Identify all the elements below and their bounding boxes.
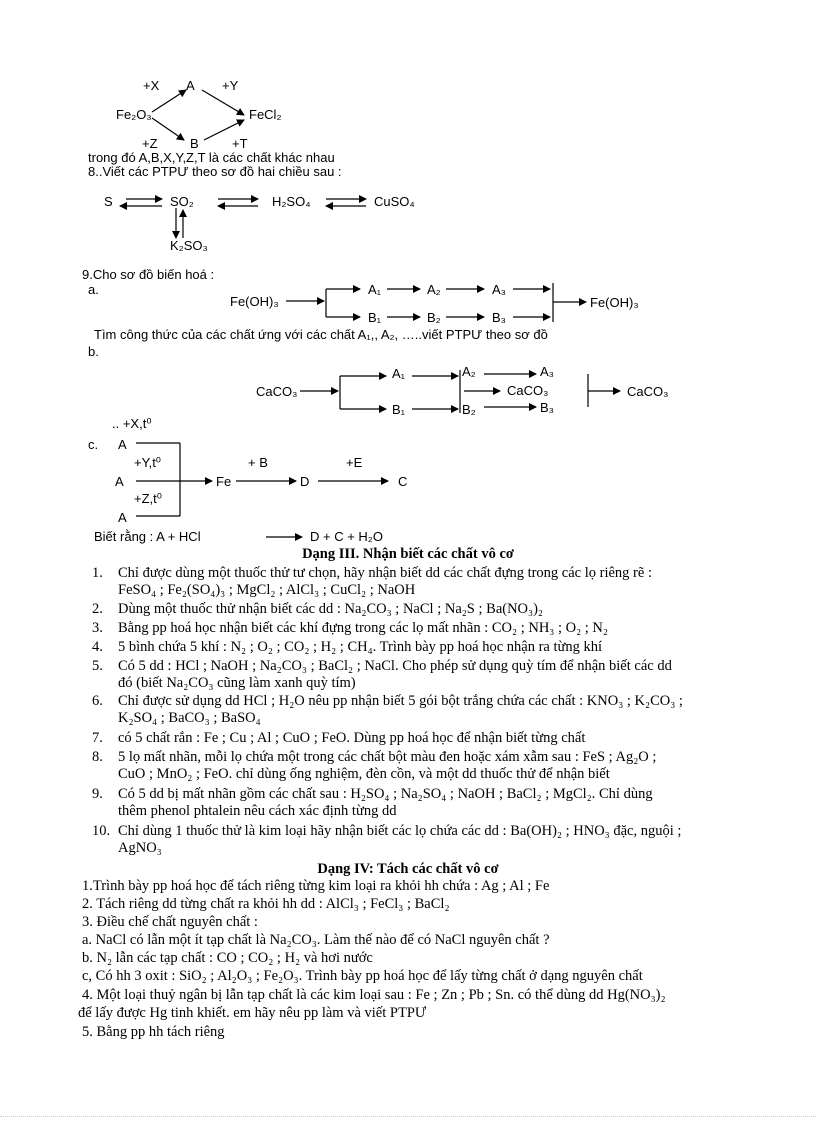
q9c-d: D — [300, 474, 310, 489]
q9c-fe: Fe — [216, 474, 232, 489]
q9b-end: CaCO₃ — [627, 384, 669, 399]
substance-b: B — [190, 136, 199, 151]
q9a-b3: B₃ — [492, 310, 506, 325]
q9a-start: Fe(OH)₃ — [230, 294, 279, 309]
q9b-b3: B₃ — [540, 400, 554, 415]
q9c-a3: A — [118, 510, 127, 525]
q9-a-label: a. — [88, 282, 99, 297]
section4-line: 1.Trình bày pp hoá học để tách riêng từng kim loại ra khỏi hh chứa : Ag ; Al ; Fe — [82, 878, 550, 894]
list-item: 10. Chỉ dùng 1 thuốc thử là kim loại hãy nhận biết các lọ chứa các dd : Ba(OH)₂ ; HNO₃ đặc, nguội ; AgNO₃ — [92, 823, 682, 856]
q9b-a3: A₃ — [540, 364, 554, 379]
substance-so2: SO₂ — [170, 194, 194, 209]
section4-line: để lấy được Hg tinh khiết. em hãy nêu pp làm và viết PTPƯ — [78, 1005, 427, 1021]
q9c-products: D + C + H₂O — [310, 529, 383, 544]
list-item: 2. Dùng một thuốc thử nhận biết các dd : Na₂CO₃ ; NaCl ; Na₂S ; Ba(NO₃)₂ — [92, 601, 543, 617]
q9b-a1: A₁ — [392, 366, 406, 381]
q9b-b1: B₁ — [392, 402, 406, 417]
list-item: 4. 5 bình chứa 5 khí : N₂ ; O₂ ; CO₂ ; H₂ ; CH₄. Trình bày pp hoá học nhận ra từng khí — [92, 639, 603, 655]
q8-title: 8..Viết các PTPƯ theo sơ đồ hai chiều sau : — [88, 164, 342, 179]
section4-line: a. NaCl có lẫn một ít tạp chất là Na₂CO₃. Làm thế nào để có NaCl nguyên chất ? — [82, 932, 550, 948]
double-arrow-s-so2 — [120, 199, 162, 206]
list-item: 8. 5 lọ mất nhãn, mỗi lọ chứa một trong các chất bột màu đen hoặc xám xẫm sau : FeS ; Ag₂O ; CuO ; MnO₂ ; FeO. chỉ dùng ống nghiệm, đèn cồn, và một dd thuốc thử để nhận biết — [92, 749, 657, 782]
q9c-a1: A — [118, 437, 127, 452]
list-item: 9. Có 5 dd bị mất nhãn gồm các chất sau : H₂SO₄ ; Na₂SO₄ ; NaOH ; BaCl₂ ; MgCl₂. Chỉ dùng thêm phenol phtalein nêu cách xác định từng dd — [92, 786, 653, 819]
section4-line: b. N₂ lẫn các tạp chất : CO ; CO₂ ; H₂ và hơi nước — [82, 950, 373, 966]
section4-line: c, Có hh 3 oxit : SiO₂ ; Al₂O₃ ; Fe₂O₃. Trình bày pp hoá học để lấy từng chất ở dạng nguyên chất — [82, 968, 643, 984]
section4-heading: Dạng IV: Tách các chất vô cơ — [317, 861, 499, 877]
section4-line: 3. Điều chế chất nguyên chất : — [82, 914, 258, 930]
q9c-a2: A — [115, 474, 124, 489]
arrow-a-to-fecl2 — [202, 90, 244, 115]
section4-line: 5. Bằng pp hh tách riêng — [82, 1024, 225, 1040]
diagram1-note: trong đó A,B,X,Y,Z,T là các chất khác nhau — [88, 150, 335, 165]
reagent-x: +X — [143, 78, 160, 93]
q9a-a1: A₁ — [368, 282, 382, 297]
q9-c-label: c. — [88, 437, 99, 452]
q9c-y: +Y,t⁰ — [134, 455, 162, 470]
q9b-b2: B₂ — [462, 402, 476, 417]
q9a-b2: B₂ — [427, 310, 441, 325]
q9a-a3: A₃ — [492, 282, 506, 297]
list-item: 6. Chỉ được sử dụng dd HCl ; H₂O nêu pp nhận biết 5 gói bột trắng chứa các chất : KNO₃ ; K₂CO₃ ; K₂SO₄ ; BaCO₃ ; BaSO₄ — [92, 693, 683, 726]
q9-b-label: b. — [88, 344, 99, 359]
section3-heading: Dạng III. Nhận biết các chất vô cơ — [302, 546, 514, 562]
q9c-known: Biết rằng : A + HCl — [94, 529, 201, 544]
substance-h2so4: H₂SO₄ — [272, 194, 311, 209]
reagent-y: +Y — [222, 78, 239, 93]
double-arrow-so2-k2so3 — [176, 208, 183, 238]
substance-cuso4: CuSO₄ — [374, 194, 415, 209]
q9c-c: C — [398, 474, 408, 489]
substance-k2so3: K₂SO₃ — [170, 238, 208, 253]
q9a-a2: A₂ — [427, 282, 441, 297]
q9b-a2: A₂ — [462, 364, 476, 379]
reagent-z: +Z — [142, 136, 158, 151]
list-item: 1. Chỉ được dùng một thuốc thử tư chọn, hãy nhận biết dd các chất đựng trong các lọ riêng rẽ : FeSO₄ ; Fe₂(SO₄)₃ ; MgCl₂ ; AlCl₃ ; CuCl₂ ; NaOH — [92, 565, 652, 598]
diagram-9b — [300, 370, 620, 413]
arrow-fe2o3-to-a — [152, 90, 186, 112]
substance-fecl2: FeCl₂ — [249, 107, 282, 122]
page-divider — [0, 1116, 816, 1117]
substance-fe2o3: Fe₂O₃ — [116, 107, 152, 122]
q9c-plus-e: +E — [346, 455, 363, 470]
list-item: 5. Có 5 dd : HCl ; NaOH ; Na₂CO₃ ; BaCl₂ ; NaCl. Cho phép sử dụng quỳ tím để nhận biết các dd đó (biết Na₂CO₃ cũng làm xanh quỳ tím) — [92, 658, 672, 691]
q9a-b1: B₁ — [368, 310, 382, 325]
double-arrow-so2-h2so4 — [218, 199, 258, 206]
substance-a: A — [186, 78, 195, 93]
substance-s: S — [104, 194, 113, 209]
q9a-end: Fe(OH)₃ — [590, 295, 639, 310]
q9b-mid: CaCO₃ — [507, 383, 549, 398]
list-item: 3. Bằng pp hoá học nhận biết các khí đựng trong các lọ mất nhãn : CO₂ ; NH₃ ; O₂ ; N₂ — [92, 620, 608, 636]
q9b-start: CaCO₃ — [256, 384, 298, 399]
q9a-task: Tìm công thức của các chất ứng với các chất A₁,, A₂, …..viết PTPƯ theo sơ đồ — [94, 327, 548, 342]
q9c-plus-b: + B — [248, 455, 268, 470]
reagent-t: +T — [232, 136, 248, 151]
section4-line: 4. Một loại thuỷ ngân bị lẫn tạp chất là các kim loại sau : Fe ; Zn ; Pb ; Sn. có thể dùng dd Hg(NO₃)₂ — [82, 987, 666, 1003]
double-arrow-h2so4-cuso4 — [326, 199, 366, 206]
q9-title: 9.Cho sơ đồ biến hoá : — [82, 267, 215, 282]
section4-line: 2. Tách riêng dd từng chất ra khỏi hh dd : AlCl₃ ; FeCl₃ ; BaCl₂ — [82, 896, 450, 912]
q9c-x: .. +X,t⁰ — [112, 416, 152, 431]
q9c-z: +Z,t⁰ — [134, 491, 162, 506]
list-item: 7. có 5 chất rắn : Fe ; Cu ; Al ; CuO ; FeO. Dùng pp hoá học để nhận biết từng chất — [92, 730, 586, 746]
